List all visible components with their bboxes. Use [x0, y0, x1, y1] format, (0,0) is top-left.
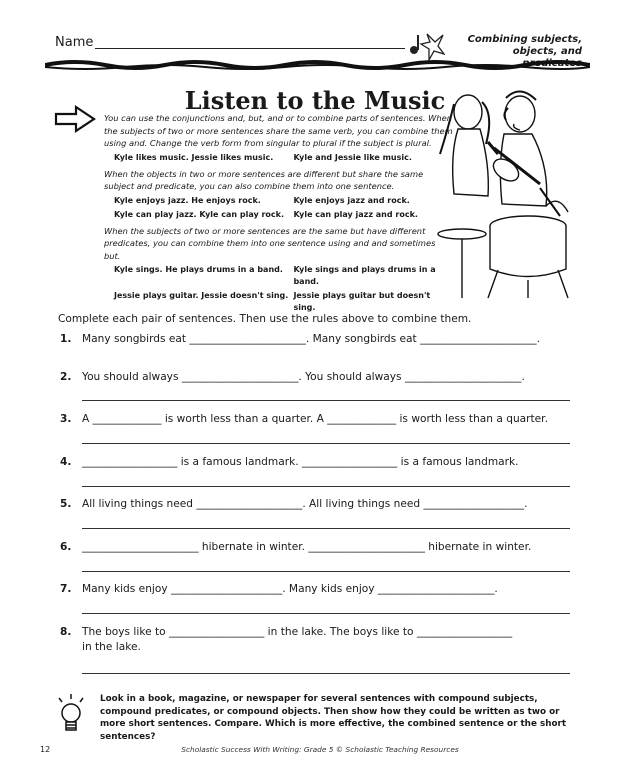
example-combined: Kyle sings and plays drums in a band. — [293, 265, 436, 286]
name-line[interactable] — [95, 48, 405, 49]
example-combined: Jessie plays guitar but doesn't sing. — [293, 291, 431, 312]
rule-predicates: When the subjects of two or more sentences are the same but have different predicates, you can combine them into one sentence using and and sometimes but. — [104, 225, 436, 261]
name-label: Name — [55, 35, 94, 50]
page-title: Listen to the Music — [184, 86, 446, 115]
extension-activity: Look in a book, magazine, or newspaper for several sentences with compound subjects, compound predicates, or compound objects. Then show how they could be written as two or more short sentences. Compare. Which is more effective, the combined sentence or the short sentences? — [100, 694, 567, 742]
question-text[interactable]: The boys like to __________________ in the lake. The boys like to __________________ — [82, 626, 513, 638]
example-combined: Kyle can play jazz and rock. — [293, 209, 418, 219]
rule-intro: You can use the conjunctions and, but, and or to combine parts of sentences. When the subjects of two or more sentences share the same verb, you can combine them using and. Change the verb form from singular to plural if the subject is plural. — [104, 113, 453, 148]
example-original: Kyle likes music. Jessie likes music. — [114, 152, 274, 162]
example-combined: Kyle and Jessie like music. — [293, 152, 412, 162]
answer-line-3[interactable] — [82, 443, 570, 444]
answer-line-4[interactable] — [82, 486, 570, 487]
example-row — [114, 209, 454, 221]
question-number: 6. — [60, 541, 72, 553]
rules-box — [104, 112, 454, 318]
musicians-illustration — [428, 84, 578, 299]
example-original: Kyle can play jazz. Kyle can play rock. — [114, 209, 285, 219]
answer-line-5[interactable] — [82, 528, 570, 529]
example-row — [114, 264, 454, 288]
question-number: 1. — [60, 333, 72, 345]
question-text[interactable]: Many songbirds eat ______________________. Many songbirds eat ______________________. — [82, 333, 540, 345]
question-text[interactable]: ______________________ hibernate in winter. ______________________ hibernate in winter. — [82, 541, 532, 553]
question-number: 3. — [60, 413, 72, 425]
question-text[interactable]: __________________ is a famous landmark. __________________ is a famous landmark. — [82, 456, 519, 468]
footer-credit: Scholastic Success With Writing: Grade 5 © Scholastic Teaching Resources — [181, 745, 459, 754]
decorative-banner — [45, 58, 590, 72]
example-row — [114, 195, 454, 207]
question-text[interactable]: All living things need ____________________. All living things need ___________________. — [82, 498, 528, 510]
example-row — [114, 152, 454, 164]
example-original: Kyle enjoys jazz. He enjoys rock. — [114, 195, 261, 205]
question-number: 5. — [60, 498, 72, 510]
example-original: Jessie plays guitar. Jessie doesn't sing. — [114, 291, 289, 300]
answer-line-8[interactable] — [82, 673, 570, 674]
question-number: 4. — [60, 456, 72, 468]
answer-line-2[interactable] — [82, 400, 570, 401]
example-original: Kyle sings. He plays drums in a band. — [114, 265, 283, 274]
lightbulb-icon — [55, 693, 87, 737]
example-row — [114, 290, 454, 314]
arrow-icon — [54, 104, 96, 134]
answer-line-6[interactable] — [82, 571, 570, 572]
question-number: 8. — [60, 626, 72, 638]
topic-label: Combining subjects, objects, and predicates — [467, 34, 582, 69]
example-combined: Kyle enjoys jazz and rock. — [293, 195, 410, 205]
question-number: 7. — [60, 583, 72, 595]
question-text[interactable]: You should always ______________________. You should always ______________________. — [82, 371, 525, 383]
page-number: 12 — [40, 745, 51, 754]
rule-objects: When the objects in two or more sentences are different but share the same subject and predicate, you can also combine them into one sentence. — [104, 168, 424, 191]
question-text[interactable]: A _____________ is worth less than a quarter. A _____________ is worth less than a quarter. — [82, 413, 548, 425]
instructions: Complete each pair of sentences. Then use the rules above to combine them. — [58, 313, 472, 325]
question-number: 2. — [60, 371, 72, 383]
question-text[interactable]: Many kids enjoy _____________________. Many kids enjoy ______________________. — [82, 583, 498, 595]
question-text-continued: in the lake. — [82, 641, 141, 653]
answer-line-7[interactable] — [82, 613, 570, 614]
